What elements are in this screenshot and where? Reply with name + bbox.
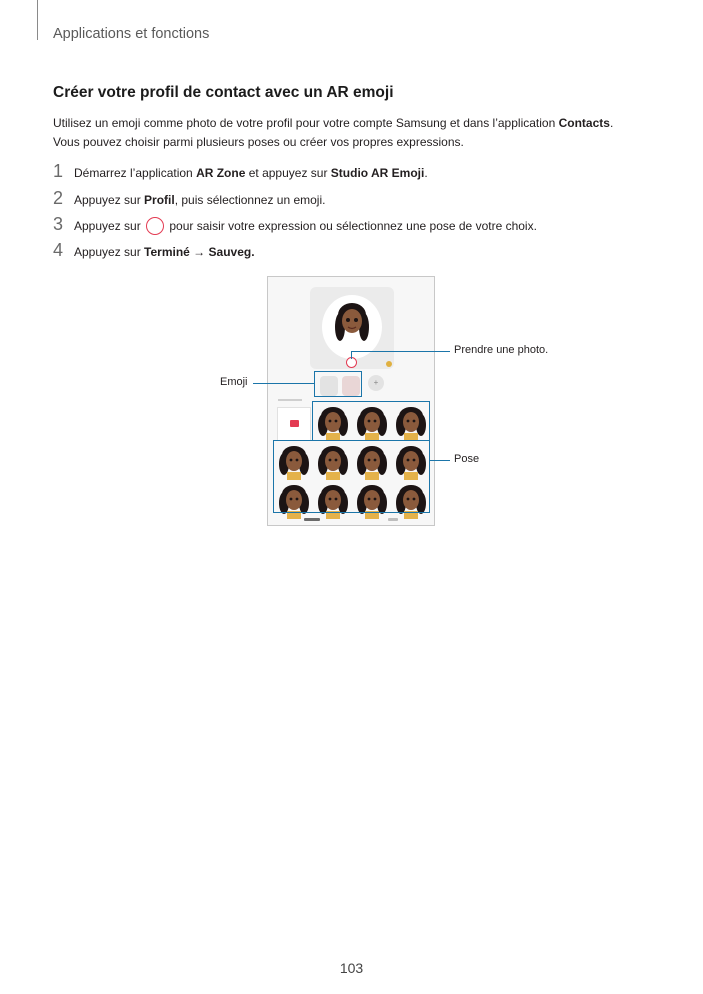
step-bold: Sauveg. (208, 245, 255, 259)
step-number: 1 (53, 161, 64, 181)
emoji-callout-line (253, 383, 314, 384)
step-bold: Studio AR Emoji (330, 166, 425, 180)
intro-text-end: . (609, 116, 614, 130)
intro-contacts-bold: Contacts (558, 116, 610, 130)
bottom-bar (268, 515, 434, 525)
step-text: Appuyez sur (74, 245, 145, 259)
step-4 (53, 240, 255, 261)
page-number: 103 (339, 960, 364, 976)
add-emoji-icon[interactable]: + (368, 375, 384, 391)
header-rule (37, 0, 38, 40)
pose-callout-line (430, 460, 450, 461)
step-arrow: → (189, 245, 209, 259)
intro-text: Utilisez un emoji comme photo de votre profil pour votre compte Samsung et dans l’application (53, 116, 559, 130)
step-number: 4 (53, 240, 64, 260)
done-link[interactable] (388, 518, 398, 521)
intro-line-2: Vous pouvez choisir parmi plusieurs poses ou créer vos propres expressions. (53, 135, 464, 149)
pose-highlight-box-top (312, 401, 430, 441)
effect-dot-icon[interactable] (386, 361, 392, 367)
pose-callout-label: Pose (454, 453, 480, 465)
step-text: et appuyez sur (245, 166, 331, 180)
photo-callout-label: Prendre une photo. (454, 344, 549, 356)
emoji-highlight-box (314, 371, 362, 397)
step-number: 2 (53, 188, 64, 208)
capture-button-icon (146, 217, 164, 235)
step-bold: Terminé (144, 245, 190, 259)
step-bold: AR Zone (196, 166, 246, 180)
intro-paragraph (53, 114, 613, 152)
step-2 (53, 188, 325, 209)
photo-callout-line (351, 351, 450, 352)
emoji-callout-label: Emoji (220, 376, 248, 388)
step-bold: Profil (144, 193, 175, 207)
step-1 (53, 161, 428, 182)
step-text: . (424, 166, 428, 180)
intro-line-1 (53, 114, 613, 133)
cancel-link[interactable] (304, 518, 320, 521)
step-text: Démarrez l’application (74, 166, 197, 180)
step-number: 3 (53, 214, 64, 234)
pose-highlight-box-bottom (273, 440, 430, 513)
step-3 (53, 214, 537, 235)
emoji-avatar-icon (334, 301, 370, 347)
step-text: Appuyez sur (74, 219, 145, 233)
step-text: , puis sélectionnez un emoji. (174, 193, 326, 207)
photo-callout-leader (351, 351, 352, 359)
step-text: Appuyez sur (74, 193, 145, 207)
header-title: Applications et fonctions (53, 26, 210, 42)
step-text: pour saisir votre expression ou sélectionnez une pose de votre choix. (166, 219, 537, 233)
section-label-bar (278, 399, 302, 401)
section-title: Créer votre profil de contact avec un AR emoji (53, 84, 394, 101)
